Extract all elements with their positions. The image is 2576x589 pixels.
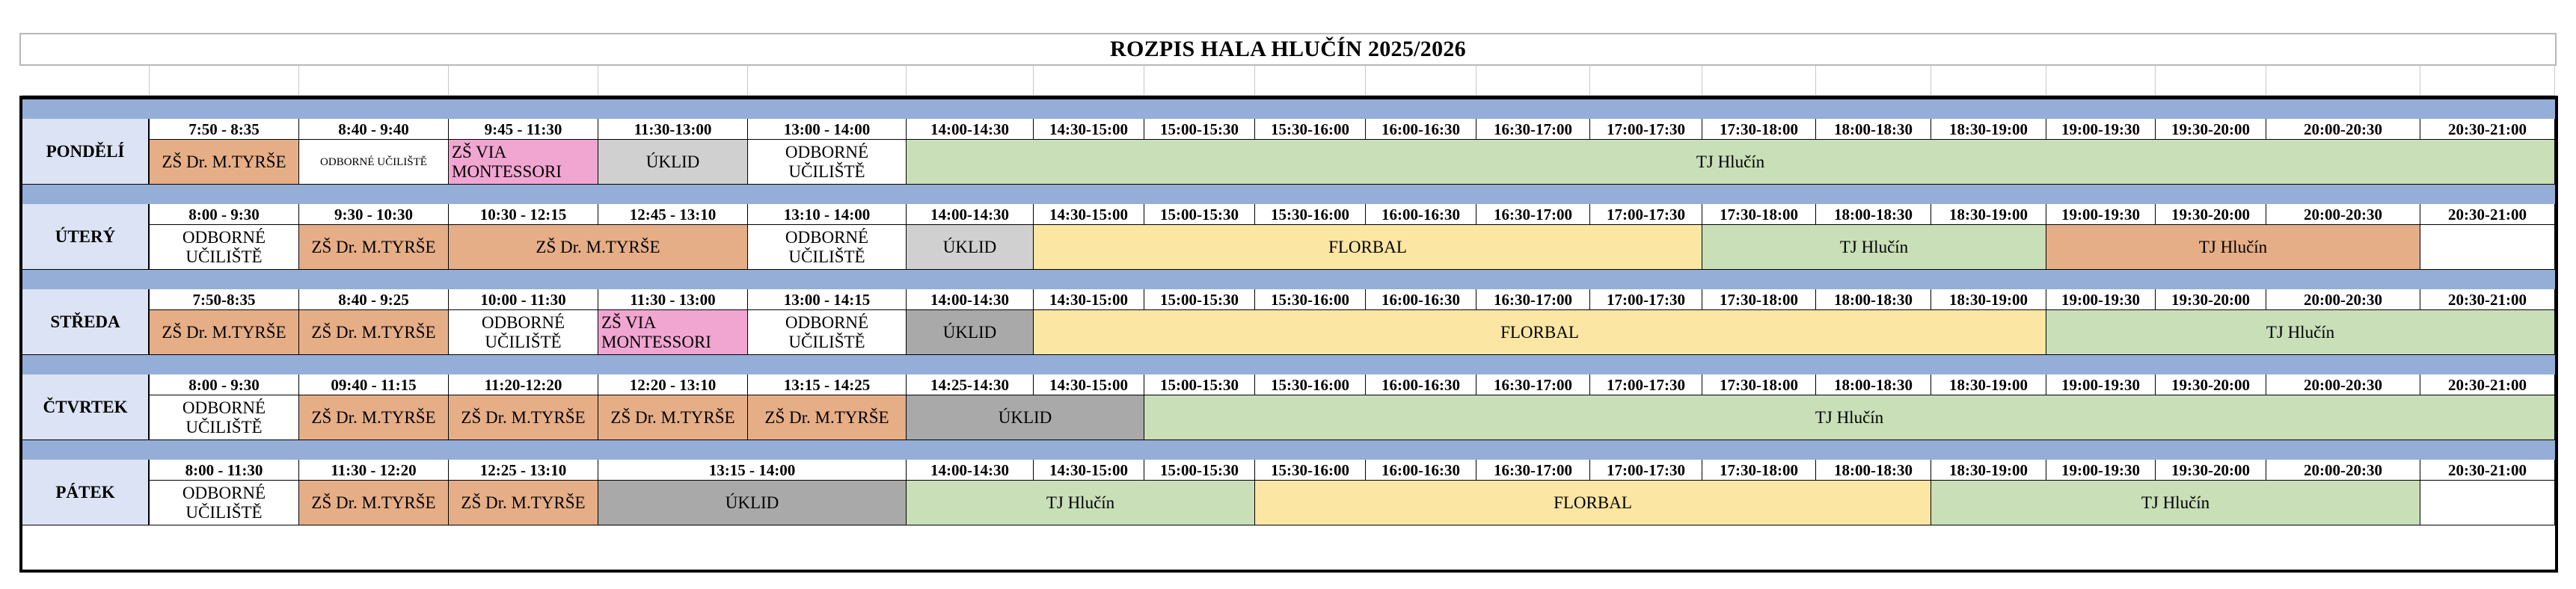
time-slot: 17:00-17:30 (1590, 289, 1702, 310)
activity-block: TJ Hlučín (2046, 310, 2555, 355)
time-slot: 20:00-20:30 (2266, 460, 2420, 481)
time-slot: 20:30-21:00 (2420, 204, 2555, 225)
blank-header-cell (150, 66, 299, 96)
time-slot: 11:30 - 13:00 (598, 289, 748, 310)
time-slot: 14:30-15:00 (1034, 204, 1144, 225)
blank-header-cell (2266, 66, 2420, 96)
schedule-sheet (19, 33, 2558, 573)
time-slot: 14:00-14:30 (907, 460, 1034, 481)
time-slot: 15:00-15:30 (1144, 374, 1255, 395)
time-slot: 7:50 - 8:35 (150, 119, 299, 140)
time-slot: 18:30-19:00 (1931, 204, 2046, 225)
time-slot: 18:00-18:30 (1816, 374, 1931, 395)
activity-block: ODBORNÉ UČILIŠTĚ (748, 140, 907, 185)
day-label: ÚTERÝ (22, 204, 150, 270)
time-slot: 11:30-13:00 (598, 119, 748, 140)
time-slot: 16:00-16:30 (1366, 374, 1476, 395)
activity-block (2420, 481, 2555, 525)
time-slot: 20:30-21:00 (2420, 289, 2555, 310)
time-slot: 19:30-20:00 (2156, 119, 2266, 140)
time-slot: 16:30-17:00 (1476, 119, 1590, 140)
time-slot: 17:30-18:00 (1702, 374, 1816, 395)
time-slot: 19:00-19:30 (2046, 204, 2156, 225)
activity-block: ZŠ Dr. M.TYRŠE (299, 225, 449, 270)
time-slot: 17:30-18:00 (1702, 460, 1816, 481)
blank-header-cell (449, 66, 598, 96)
activity-block: ZŠ Dr. M.TYRŠE (449, 225, 748, 270)
blank-header-cell (22, 66, 150, 96)
time-slot: 16:30-17:00 (1476, 460, 1590, 481)
time-slot: 14:00-14:30 (907, 204, 1034, 225)
time-slot: 17:00-17:30 (1590, 119, 1702, 140)
activity-block: ÚKLID (598, 140, 748, 185)
activity-block: ZŠ Dr. M.TYRŠE (299, 395, 449, 440)
time-slot: 15:00-15:30 (1144, 204, 1255, 225)
activity-block: ZŠ Dr. M.TYRŠE (150, 140, 299, 185)
time-slot: 17:00-17:30 (1590, 204, 1702, 225)
time-slot: 9:30 - 10:30 (299, 204, 449, 225)
activity-block: ODBORNÉ UČILIŠTĚ (150, 481, 299, 525)
time-slot: 14:00-14:30 (907, 119, 1034, 140)
activity-block: TJ Hlučín (907, 140, 2555, 185)
time-slot: 14:30-15:00 (1034, 460, 1144, 481)
blank-header-cell (2156, 66, 2266, 96)
time-slot: 12:25 - 13:10 (449, 460, 598, 481)
activity-block: ZŠ VIA MONTESSORI (449, 140, 598, 185)
time-slot: 7:50-8:35 (150, 289, 299, 310)
day-separator-band (22, 185, 2555, 204)
blank-header-cell (1034, 66, 1144, 96)
time-slot: 16:30-17:00 (1476, 289, 1590, 310)
time-slot: 19:00-19:30 (2046, 119, 2156, 140)
time-slot: 13:00 - 14:00 (748, 119, 907, 140)
activity-block: ODBORNÉ UČILIŠTĚ (748, 310, 907, 355)
blank-header-cell (1702, 66, 1816, 96)
activity-block: ZŠ Dr. M.TYRŠE (748, 395, 907, 440)
activity-block: ODBORNÉ UČILIŠTĚ (150, 395, 299, 440)
time-slot: 18:30-19:00 (1931, 119, 2046, 140)
time-slot: 17:00-17:30 (1590, 374, 1702, 395)
sheet-title: ROZPIS HALA HLUČÍN 2025/2026 (19, 33, 2557, 66)
activity-block: TJ Hlučín (2046, 225, 2420, 270)
activity-block: TJ Hlučín (1931, 481, 2420, 525)
time-slot: 16:30-17:00 (1476, 374, 1590, 395)
time-slot: 20:00-20:30 (2266, 289, 2420, 310)
activity-block: ODBORNÉ UČILIŠTĚ (449, 310, 598, 355)
blank-header-cell (1255, 66, 1366, 96)
day-label: ČTVRTEK (22, 374, 150, 440)
time-slot: 17:30-18:00 (1702, 289, 1816, 310)
day-separator-band (22, 440, 2555, 460)
blank-header-cell (1366, 66, 1476, 96)
time-slot: 15:00-15:30 (1144, 289, 1255, 310)
activity-block: ÚKLID (598, 481, 907, 525)
time-slot: 20:00-20:30 (2266, 119, 2420, 140)
time-slot: 18:00-18:30 (1816, 119, 1931, 140)
activity-block: FLORBAL (1255, 481, 1931, 525)
time-slot: 16:00-16:30 (1366, 460, 1476, 481)
time-slot: 9:45 - 11:30 (449, 119, 598, 140)
time-slot: 20:00-20:30 (2266, 374, 2420, 395)
blank-header-cell (1931, 66, 2046, 96)
time-slot: 8:40 - 9:40 (299, 119, 449, 140)
time-slot: 19:00-19:30 (2046, 289, 2156, 310)
time-slot: 15:30-16:00 (1255, 374, 1366, 395)
blank-header-cell (2420, 66, 2555, 96)
schedule-grid (19, 96, 2558, 573)
time-slot: 11:20-12:20 (449, 374, 598, 395)
time-slot: 8:00 - 9:30 (150, 204, 299, 225)
time-slot: 13:15 - 14:25 (748, 374, 907, 395)
time-slot: 15:00-15:30 (1144, 460, 1255, 481)
day-separator-band (22, 270, 2555, 289)
time-slot: 09:40 - 11:15 (299, 374, 449, 395)
activity-block: TJ Hlučín (1144, 395, 2555, 440)
time-slot: 18:00-18:30 (1816, 204, 1931, 225)
activity-block: ZŠ Dr. M.TYRŠE (598, 395, 748, 440)
time-slot: 16:00-16:30 (1366, 204, 1476, 225)
activity-block: ZŠ VIA MONTESSORI (598, 310, 748, 355)
time-slot: 8:40 - 9:25 (299, 289, 449, 310)
time-slot: 15:00-15:30 (1144, 119, 1255, 140)
time-slot: 14:25-14:30 (907, 374, 1034, 395)
time-slot: 8:00 - 11:30 (150, 460, 299, 481)
time-slot: 10:00 - 11:30 (449, 289, 598, 310)
time-slot: 20:30-21:00 (2420, 460, 2555, 481)
time-slot: 17:00-17:30 (1590, 460, 1702, 481)
activity-block: ZŠ Dr. M.TYRŠE (449, 481, 598, 525)
time-slot: 15:30-16:00 (1255, 460, 1366, 481)
time-slot: 13:10 - 14:00 (748, 204, 907, 225)
time-slot: 13:15 - 14:00 (598, 460, 907, 481)
day-label: PONDĚLÍ (22, 119, 150, 185)
time-slot: 16:00-16:30 (1366, 119, 1476, 140)
activity-block: FLORBAL (1034, 225, 1702, 270)
time-slot: 15:30-16:00 (1255, 289, 1366, 310)
time-slot: 18:30-19:00 (1931, 289, 2046, 310)
blank-header-cell (2046, 66, 2156, 96)
activity-block: TJ Hlučín (907, 481, 1255, 525)
blank-header-cell (748, 66, 907, 96)
day-separator-band (22, 355, 2555, 374)
activity-block: ZŠ Dr. M.TYRŠE (299, 481, 449, 525)
day-separator-band (22, 99, 2555, 119)
activity-block: ZŠ Dr. M.TYRŠE (449, 395, 598, 440)
day-label: PÁTEK (22, 460, 150, 525)
blank-header-cell (598, 66, 748, 96)
time-slot: 19:30-20:00 (2156, 289, 2266, 310)
time-slot: 20:00-20:30 (2266, 204, 2420, 225)
time-slot: 8:00 - 9:30 (150, 374, 299, 395)
activity-block: ODBORNÉ UČILIŠTĚ (150, 225, 299, 270)
activity-block: ZŠ Dr. M.TYRŠE (299, 310, 449, 355)
time-slot: 17:30-18:00 (1702, 204, 1816, 225)
time-slot: 14:00-14:30 (907, 289, 1034, 310)
time-slot: 18:30-19:00 (1931, 374, 2046, 395)
activity-block: ÚKLID (907, 225, 1034, 270)
time-slot: 20:30-21:00 (2420, 119, 2555, 140)
blank-header-cell (299, 66, 449, 96)
time-slot: 14:30-15:00 (1034, 374, 1144, 395)
time-slot: 15:30-16:00 (1255, 204, 1366, 225)
time-slot: 14:30-15:00 (1034, 289, 1144, 310)
activity-block: ÚKLID (907, 310, 1034, 355)
time-slot: 12:45 - 13:10 (598, 204, 748, 225)
activity-block: ZŠ Dr. M.TYRŠE (150, 310, 299, 355)
time-slot: 18:00-18:30 (1816, 289, 1931, 310)
activity-block: TJ Hlučín (1702, 225, 2046, 270)
time-slot: 17:30-18:00 (1702, 119, 1816, 140)
time-slot: 20:30-21:00 (2420, 374, 2555, 395)
time-slot: 14:30-15:00 (1034, 119, 1144, 140)
day-label: STŘEDA (22, 289, 150, 355)
blank-header-cell (1816, 66, 1931, 96)
blank-header-cell (1590, 66, 1702, 96)
time-slot: 11:30 - 12:20 (299, 460, 449, 481)
blank-header-cell (1144, 66, 1255, 96)
activity-block: ODBORNÉ UČILIŠTĚ (299, 140, 449, 185)
time-slot: 16:30-17:00 (1476, 204, 1590, 225)
time-slot: 19:00-19:30 (2046, 374, 2156, 395)
activity-block (2420, 225, 2555, 270)
time-slot: 19:30-20:00 (2156, 204, 2266, 225)
activity-block: FLORBAL (1034, 310, 2046, 355)
time-slot: 19:30-20:00 (2156, 374, 2266, 395)
time-slot: 19:30-20:00 (2156, 460, 2266, 481)
time-slot: 10:30 - 12:15 (449, 204, 598, 225)
time-slot: 18:30-19:00 (1931, 460, 2046, 481)
activity-block: ÚKLID (907, 395, 1144, 440)
blank-header-cell (1476, 66, 1590, 96)
time-slot: 12:20 - 13:10 (598, 374, 748, 395)
time-slot: 16:00-16:30 (1366, 289, 1476, 310)
time-slot: 19:00-19:30 (2046, 460, 2156, 481)
time-slot: 18:00-18:30 (1816, 460, 1931, 481)
time-slot: 13:00 - 14:15 (748, 289, 907, 310)
activity-block: ODBORNÉ UČILIŠTĚ (748, 225, 907, 270)
blank-header-cell (907, 66, 1034, 96)
time-slot: 15:30-16:00 (1255, 119, 1366, 140)
